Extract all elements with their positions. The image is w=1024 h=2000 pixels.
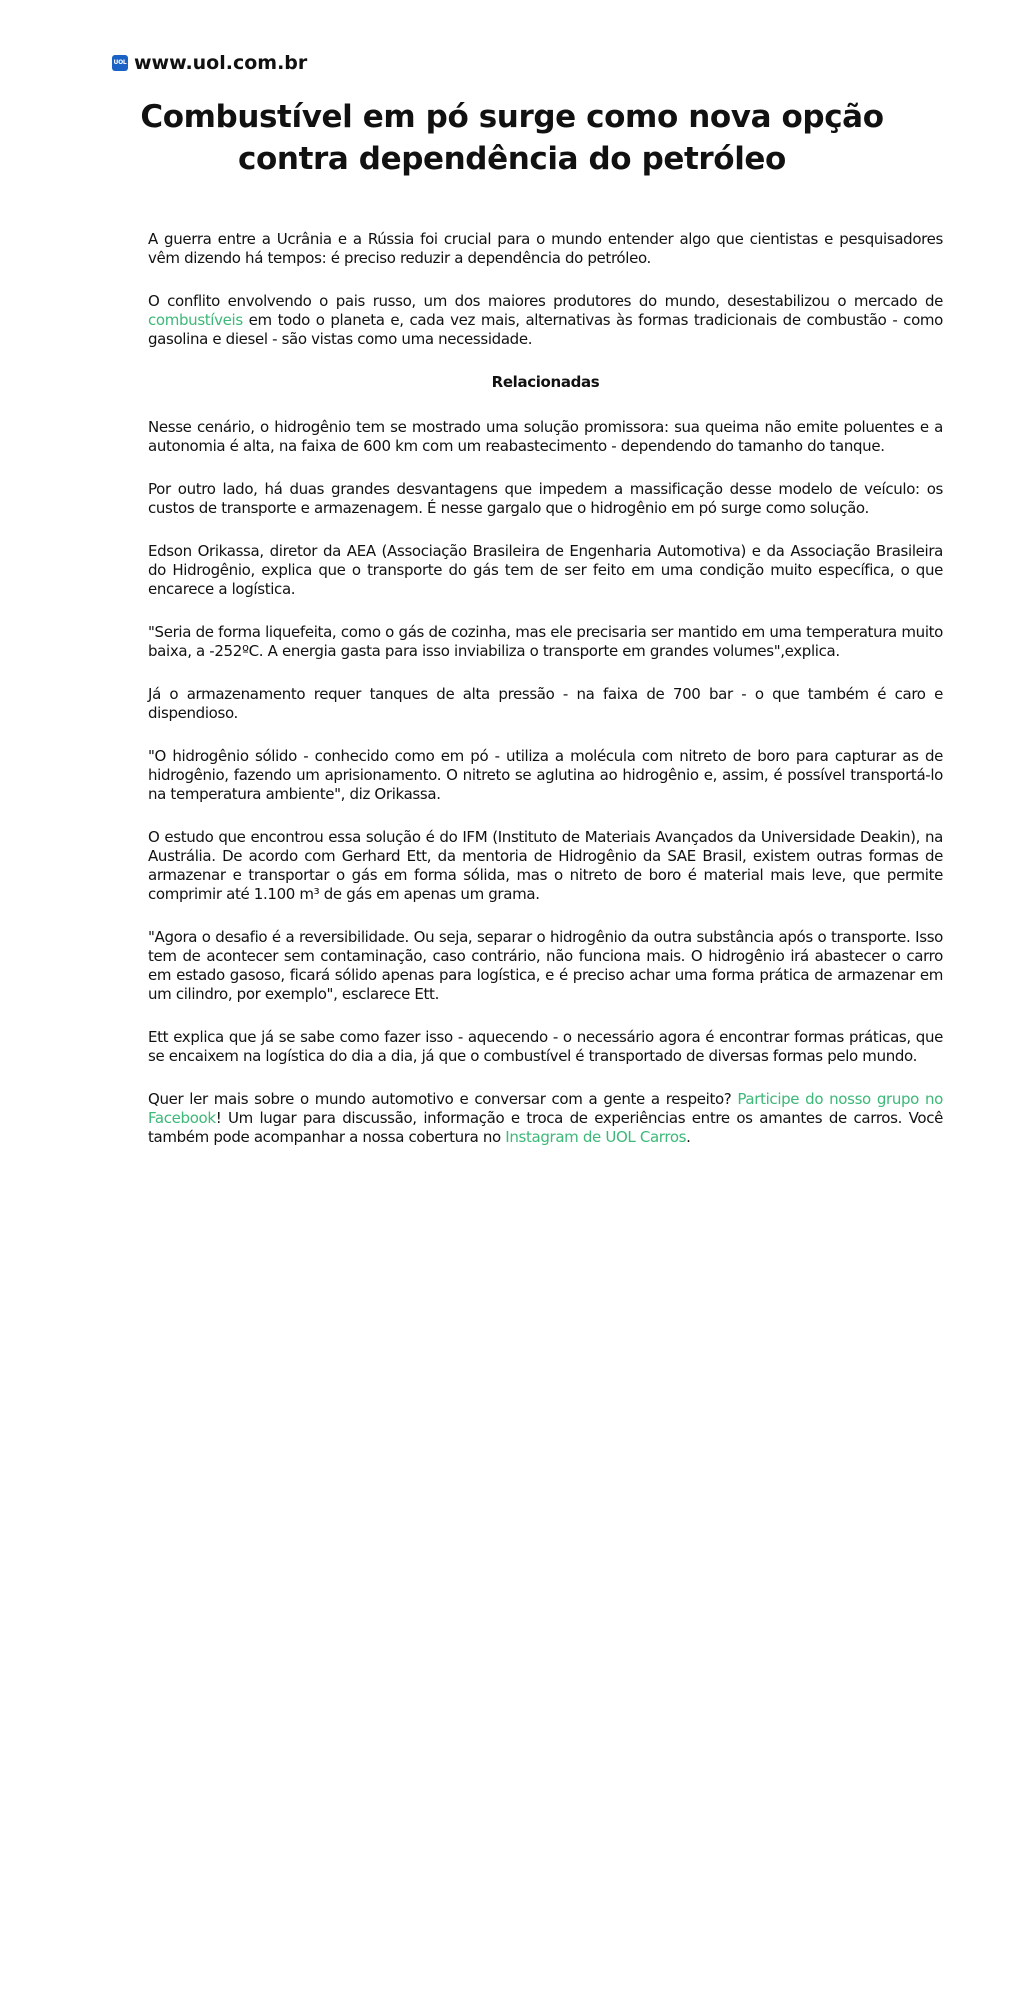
instagram-link[interactable]: Instagram de UOL Carros xyxy=(505,1128,687,1146)
paragraph: A guerra entre a Ucrânia e a Rússia foi crucial para o mundo entender algo que cientistas e pesquisadores vêm dizendo há tempos: é preciso reduzir a dependência do petróleo. xyxy=(148,230,943,267)
paragraph-text: . xyxy=(686,1128,691,1146)
site-url[interactable]: www.uol.com.br xyxy=(134,52,308,74)
paragraph: "Seria de forma liquefeita, como o gás de cozinha, mas ele precisaria ser mantido em uma temperatura muito baixa, a -252ºC. A energia gasta para isso inviabiliza o transporte em grandes volumes",explica. xyxy=(148,623,943,660)
paragraph: "Agora o desafio é a reversibilidade. Ou seja, separar o hidrogênio da outra substância após o transporte. Isso tem de acontecer sem contaminação, caso contrário, não funciona mais. O hidrogênio irá abastecer o carro em estado gasoso, ficará sólido apenas para logística, e é preciso achar uma forma prática de armazenar em um cilindro, por exemplo", esclarece Ett. xyxy=(148,928,943,1003)
uol-logo-icon: UOL xyxy=(112,55,128,71)
paragraph-text: em todo o planeta e, cada vez mais, alternativas às formas tradicionais de combustão - como gasolina e diesel - são vistas como uma necessidade. xyxy=(148,311,943,348)
article-body xyxy=(148,230,943,1171)
facebook-group-link[interactable]: Participe do nosso grupo no Facebook xyxy=(148,1090,943,1127)
paragraph-text: O conflito envolvendo o pais russo, um dos maiores produtores do mundo, desestabilizou o mercado de xyxy=(148,292,943,310)
site-header xyxy=(112,52,307,74)
paragraph: Edson Orikassa, diretor da AEA (Associação Brasileira de Engenharia Automotiva) e da Associação Brasileira do Hidrogênio, explica que o transporte do gás tem de ser feito em uma condição muito específica, o que encarece a logística. xyxy=(148,542,943,598)
paragraph xyxy=(148,1090,943,1147)
paragraph: Já o armazenamento requer tanques de alta pressão - na faixa de 700 bar - o que também é caro e dispendioso. xyxy=(148,685,943,722)
paragraph: Nesse cenário, o hidrogênio tem se mostrado uma solução promissora: sua queima não emite poluentes e a autonomia é alta, na faixa de 600 km com um reabastecimento - dependendo do tamanho do tanque. xyxy=(148,418,943,455)
paragraph: O estudo que encontrou essa solução é do IFM (Instituto de Materiais Avançados da Universidade Deakin), na Austrália. De acordo com Gerhard Ett, da mentoria de Hidrogênio da SAE Brasil, existem outras formas de armazenar e transportar o gás em forma sólida, mas o nitreto de boro é material mais leve, que permite comprimir até 1.100 m³ de gás em apenas um grama. xyxy=(148,828,943,903)
paragraph xyxy=(148,292,943,349)
paragraph: Ett explica que já se sabe como fazer isso - aquecendo - o necessário agora é encontrar formas práticas, que se encaixem na logística do dia a dia, já que o combustível é transportado de diversas formas pelo mundo. xyxy=(148,1028,943,1065)
paragraph: Por outro lado, há duas grandes desvantagens que impedem a massificação desse modelo de veículo: os custos de transporte e armazenagem. É nesse gargalo que o hidrogênio em pó surge como solução. xyxy=(148,480,943,517)
combustiveis-link[interactable]: combustíveis xyxy=(148,311,243,329)
paragraph-text: Quer ler mais sobre o mundo automotivo e conversar com a gente a respeito? xyxy=(148,1090,738,1108)
article-title: Combustível em pó surge como nova opção contra dependência do petróleo xyxy=(140,99,884,177)
paragraph: "O hidrogênio sólido - conhecido como em pó - utiliza a molécula com nitreto de boro para capturar as de hidrogênio, fazendo um aprisionamento. O nitreto se aglutina ao hidrogênio e, assim, é possível transportá-lo na temperatura ambiente", diz Orikassa. xyxy=(148,747,943,803)
paragraph-text: ! Um lugar para discussão, informação e troca de experiências entre os amantes de carros. Você também pode acompanhar a nossa cobertura no xyxy=(148,1109,943,1146)
related-heading[interactable]: Relacionadas xyxy=(491,373,600,391)
